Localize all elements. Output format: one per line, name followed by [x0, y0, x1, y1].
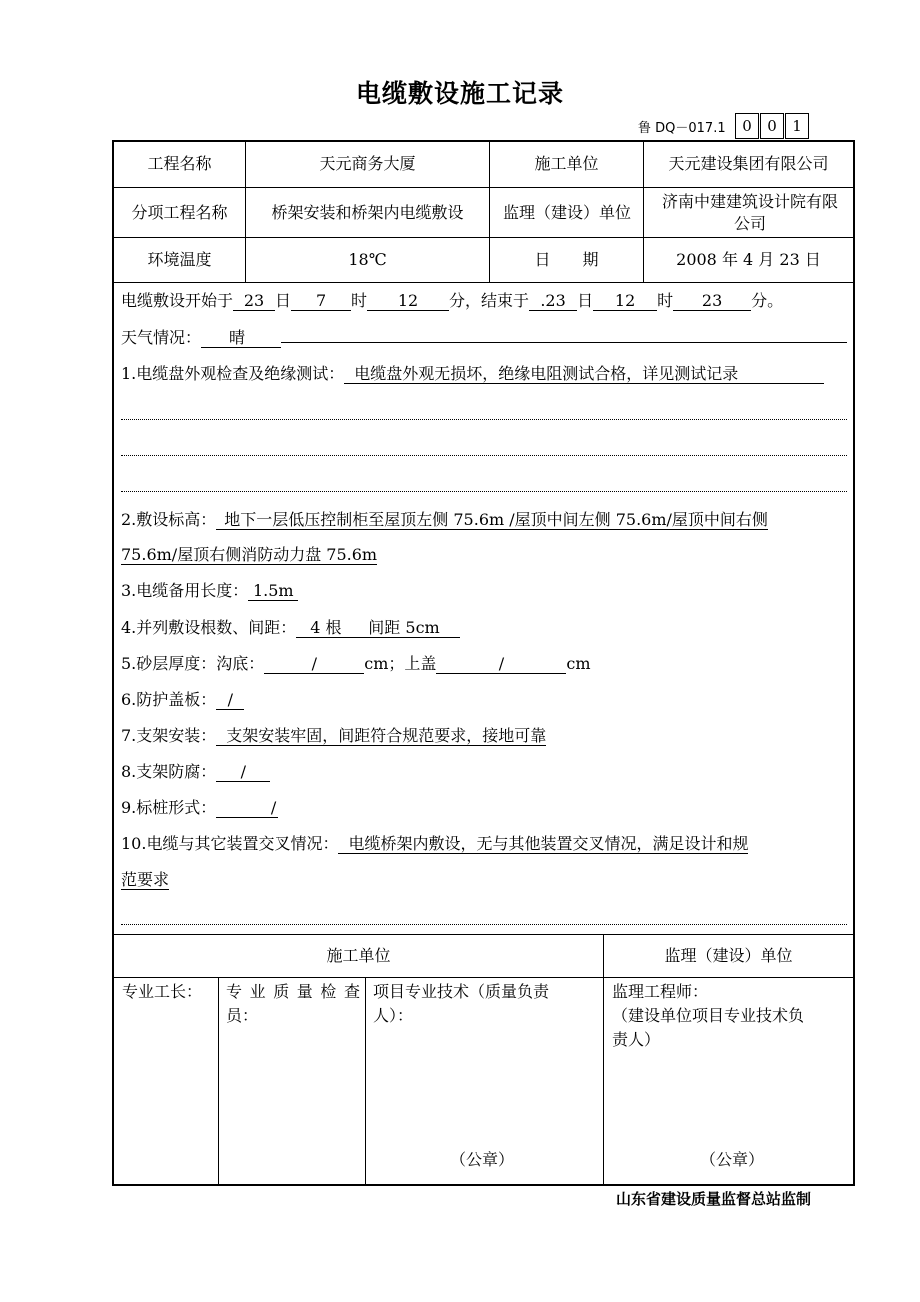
- item-2-value: 地下一层低压控制柜至屋顶左侧 75.6m /屋顶中间左侧 75.6m/屋顶中间右侧: [216, 510, 768, 530]
- blank-line: [121, 924, 847, 925]
- item-5-bottom: /: [264, 654, 364, 674]
- weather-underline: [281, 342, 847, 343]
- end-minute-unit: 分。: [751, 291, 784, 310]
- item-10-value: 电缆桥架内敷设，无与其他装置交叉情况，满足设计和规: [338, 834, 748, 854]
- grid-line: [365, 977, 366, 1186]
- owner-label-line1: （建设单位项目专业技术负: [612, 1006, 805, 1025]
- inspector-label-line1: 专 业 质 量 检 查: [226, 982, 360, 1001]
- item-10-value-cont: 范要求: [121, 870, 170, 889]
- foreman-label: 专业工长：: [122, 982, 203, 1001]
- item-1: [121, 364, 824, 384]
- footer-issuer: 山东省建设质量监督总站监制: [616, 1190, 812, 1208]
- contractor-value: 天元建设集团有限公司: [668, 154, 829, 173]
- item-5-mid: cm；上盖: [364, 654, 437, 673]
- item-8: [121, 762, 270, 782]
- grid-line: [218, 977, 219, 1186]
- item-5-top: /: [436, 654, 566, 674]
- supervisor-header: 监理（建设）单位: [664, 946, 793, 965]
- end-minute: 23: [673, 291, 751, 311]
- seal-right: （公章）: [700, 1150, 765, 1169]
- grid-line: [112, 977, 855, 978]
- grid-line: [112, 282, 855, 283]
- temperature-value: 18℃: [348, 250, 387, 269]
- project-name-label: 工程名称: [147, 154, 212, 173]
- start-minute: 12: [367, 291, 449, 311]
- item-2-label: 2.敷设标高：: [121, 510, 217, 529]
- item-3: [121, 581, 298, 601]
- item-4-mid: 间距: [368, 618, 401, 637]
- item-4-spacing: [356, 618, 460, 638]
- tech-lead-label-line1: 项目专业技术（质量负责: [373, 982, 550, 1001]
- item-9: [121, 798, 278, 818]
- page-title: 电缆敷设施工记录: [355, 79, 564, 108]
- blank-line: [121, 491, 847, 492]
- project-name-value: 天元商务大厦: [319, 154, 416, 173]
- item-4-label: 4.并列敷设根数、间距：: [121, 618, 297, 637]
- item-3-label: 3.电缆备用长度：: [121, 581, 249, 600]
- doc-code-digit: 1: [785, 113, 809, 139]
- item-2-value-cont: 75.6m/屋顶右侧消防动力盘 75.6m: [121, 545, 378, 564]
- date-value: 2008 年 4 月 23 日: [676, 250, 821, 269]
- item-6: [121, 690, 244, 710]
- owner-label-line2: 责人）: [612, 1030, 661, 1049]
- weather-value: 晴: [201, 328, 281, 348]
- item-5-label: 5.砂层厚度：沟底：: [121, 654, 265, 673]
- start-day-unit: 日: [275, 291, 292, 310]
- sub-project-value: 桥架安装和桥架内电缆敷设: [271, 202, 464, 222]
- sub-project-label: 分项工程名称: [131, 202, 228, 222]
- start-prefix: 电缆敷设开始于: [121, 291, 234, 310]
- item-4-count: 4 根: [296, 618, 356, 638]
- doc-code-digit: 0: [760, 113, 784, 139]
- start-hour-unit: 时: [351, 291, 368, 310]
- item-4: [121, 618, 460, 638]
- item-9-value: /: [216, 798, 278, 818]
- end-day: .23: [529, 291, 577, 311]
- item-5-unit: cm: [566, 654, 591, 673]
- start-day: 23: [233, 291, 275, 311]
- item-6-label: 6.防护盖板：: [121, 690, 217, 709]
- tech-lead-label-line2: 人）：: [373, 1006, 414, 1025]
- start-end-line: [121, 291, 783, 311]
- doc-code-digit: 0: [735, 113, 759, 139]
- item-2-cont: [121, 545, 377, 565]
- item-8-value: /: [216, 762, 270, 782]
- item-3-value: 1.5m: [248, 581, 298, 601]
- seal-left: （公章）: [450, 1150, 515, 1169]
- item-6-value: /: [216, 690, 244, 710]
- end-prefix: 分，结束于: [449, 291, 530, 310]
- item-7: [121, 726, 546, 746]
- item-10-cont: [121, 870, 169, 890]
- supervisor-value: 济南中建建筑设计院有限公司: [661, 191, 838, 233]
- item-10-label: 10.电缆与其它装置交叉情况：: [121, 834, 339, 853]
- temperature-label: 环境温度: [147, 250, 212, 269]
- doc-code-label: 鲁 DQ－017.1: [638, 121, 726, 136]
- item-7-value: 支架安装牢固，间距符合规范要求，接地可靠: [216, 726, 546, 746]
- item-8-label: 8.支架防腐：: [121, 762, 217, 781]
- item-1-label: 1.电缆盘外观检查及绝缘测试：: [121, 364, 345, 383]
- end-day-unit: 日: [577, 291, 594, 310]
- item-10: [121, 834, 748, 854]
- date-label: 日 期: [534, 250, 599, 269]
- item-4-spacing-value: 5cm: [405, 618, 440, 637]
- end-hour-unit: 时: [657, 291, 674, 310]
- weather-label: 天气情况：: [121, 328, 202, 347]
- contractor-label: 施工单位: [534, 154, 599, 173]
- item-2: [121, 510, 768, 530]
- item-1-value: 电缆盘外观无损坏，绝缘电阻测试合格，详见测试记录: [344, 364, 824, 384]
- inspector-label-line2: 员：: [226, 1006, 259, 1025]
- item-7-label: 7.支架安装：: [121, 726, 217, 745]
- start-hour: 7: [291, 291, 351, 311]
- engineer-label: 监理工程师：: [612, 982, 709, 1001]
- weather-line: [121, 328, 847, 348]
- end-hour: 12: [593, 291, 657, 311]
- supervisor-label: 监理（建设）单位: [502, 202, 631, 222]
- blank-line: [121, 455, 847, 456]
- item-9-label: 9.标桩形式：: [121, 798, 217, 817]
- contractor-header: 施工单位: [326, 946, 391, 965]
- item-5: [121, 654, 591, 674]
- blank-line: [121, 419, 847, 420]
